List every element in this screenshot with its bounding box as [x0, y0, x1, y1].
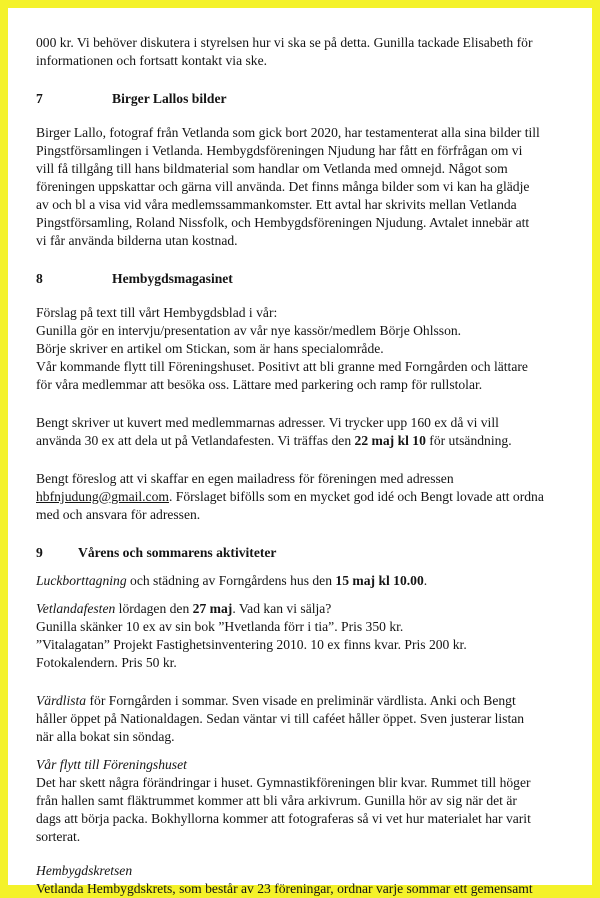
section-title: Hembygdsmagasinet [112, 271, 233, 286]
meeting-date: 22 maj kl 10 [354, 433, 426, 448]
text-line: sorterat. [36, 829, 81, 844]
text-line: Bengt skriver ut kuvert med medlemmarnas adresser. Vi trycker upp 160 ex då vi vill [36, 415, 499, 430]
intro-line: 000 kr. Vi behöver diskutera i styrelsen hur vi ska se på detta. Gunilla tackade Elisabeth för [36, 35, 533, 50]
text-line: Börje skriver en artikel om Stickan, som är hans specialområde. [36, 341, 384, 356]
vetlandafesten-block [36, 600, 572, 672]
text-line: Det har skett några förändringar i huset. Gymnastikföreningen blir kvar. Rummet till höger [36, 775, 531, 790]
text-line: från hallen samt fläktrummet kommer att bli våra arkivrum. Gunilla hör av sig när det är [36, 793, 517, 808]
section-number: 8 [36, 271, 43, 286]
text-span: för Forngården i sommar. Sven visade en preliminär värdlista. Anki och Bengt [86, 693, 516, 708]
text-span: för utsändning. [425, 433, 512, 448]
text-line: Förslag på text till vårt Hembygdsblad i vår: [36, 305, 278, 320]
text-line: med och ansvara för adressen. [36, 507, 201, 522]
text-line: Pingstförsamlingen i Vetlanda. Hembygdsföreningen Njudung har fått en förfrågan om vi [36, 143, 523, 158]
section-7-heading [36, 90, 572, 108]
section-7-body [36, 124, 572, 250]
item-title: Vetlandafesten [36, 601, 116, 616]
section-title: Birger Lallos bilder [112, 91, 227, 106]
event-date: 15 maj kl 10.00 [335, 573, 424, 588]
text-line [36, 572, 572, 590]
email-link[interactable]: hbfnjudung@gmail.com [36, 489, 169, 504]
text-line: håller öppet på Nationaldagen. Sedan väntar vi till caféet håller öppet. Sven justerar listan [36, 711, 525, 726]
section-title: Vårens och sommarens aktiviteter [78, 545, 277, 560]
text-line: för våra medlemmar att besöka oss. Lättare med parkering och ramp för rullstolar. [36, 377, 483, 392]
document-content [36, 34, 572, 898]
text-line: Birger Lallo, fotograf från Vetlanda som gick bort 2020, har testamenterat alla sina bilder till [36, 125, 540, 140]
section-8-para-1 [36, 304, 572, 394]
event-date: 27 maj [192, 601, 233, 616]
intro-line: informationen och fortsatt kontakt via ske. [36, 53, 268, 68]
text-span: använda 30 ex att dela ut på Vetlandafesten. Vi träffas den [36, 433, 355, 448]
text-line [36, 692, 572, 710]
section-9-heading [36, 544, 572, 562]
text-line: Pingstförsamling, Roland Nissfolk, och Hembygdsföreningen Njudung. Avtalet innebär att [36, 215, 530, 230]
item-title [36, 862, 572, 880]
text-line: Fotokalendern. Pris 50 kr. [36, 655, 177, 670]
text-span: . Förslaget bifölls som en mycket god idé och Bengt lovade att ordna [168, 489, 544, 504]
text-line: Vetlanda Hembygdskrets, som består av 23 föreningar, ordnar varje sommar ett gemensamt [36, 881, 533, 896]
text-line: vi får använda bilderna utan kostnad. [36, 233, 238, 248]
text-line: Gunilla skänker 10 ex av sin bok ”Hvetlanda förr i tia”. Pris 350 kr. [36, 619, 404, 634]
text-line: Gunilla gör en intervju/presentation av vår nye kassör/medlem Börje Ohlsson. [36, 323, 462, 338]
vardlista-block [36, 692, 572, 746]
section-number: 9 [36, 545, 43, 560]
text-line: dags att börja packa. Bokhyllorna kommer att fotograferas så vi vet hur materialet har varit [36, 811, 531, 826]
document-page [8, 8, 592, 896]
flytt-block [36, 756, 572, 846]
item-title: Luckborttagning [36, 573, 127, 588]
item-title: Värdlista [36, 693, 87, 708]
text-line: Bengt föreslog att vi skaffar en egen mailadress för föreningen med adressen [36, 471, 454, 486]
section-number: 7 [36, 91, 43, 106]
item-title-text: Hembygdskretsen [36, 863, 133, 878]
item-title-text: Vår flytt till Föreningshuset [36, 757, 187, 772]
text-span: och städning av Forngårdens hus den [126, 573, 336, 588]
text-line: av och bl a visa vid våra medlemssammankomster. Ett avtal har skrivits mellan Vetlanda [36, 197, 517, 212]
text-line [36, 432, 572, 450]
text-line: föreningen uppskattar och gärna vill använda. Det finns många bilder som vi kan ha glädje [36, 179, 530, 194]
section-8-heading [36, 270, 572, 288]
text-span: . Vad kan vi sälja? [232, 601, 332, 616]
section-8-para-3 [36, 470, 572, 524]
text-line: när alla bokat sin söndag. [36, 729, 175, 744]
item-title [36, 756, 572, 774]
kretsen-block [36, 862, 572, 898]
text-span: . [423, 573, 428, 588]
text-line: vill få tillgång till hans bildmaterial som handlar om Vetlanda med omnejd. Något som [36, 161, 508, 176]
text-line: ”Vitalagatan” Projekt Fastighetsinventering 2010. 10 ex finns kvar. Pris 200 kr. [36, 637, 467, 652]
text-line [36, 600, 572, 618]
text-line: Vår kommande flytt till Föreningshuset. Positivt att bli granne med Forngården och lättare [36, 359, 528, 374]
text-span: lördagen den [115, 601, 193, 616]
section-8-para-2 [36, 414, 572, 450]
text-line [36, 488, 572, 506]
